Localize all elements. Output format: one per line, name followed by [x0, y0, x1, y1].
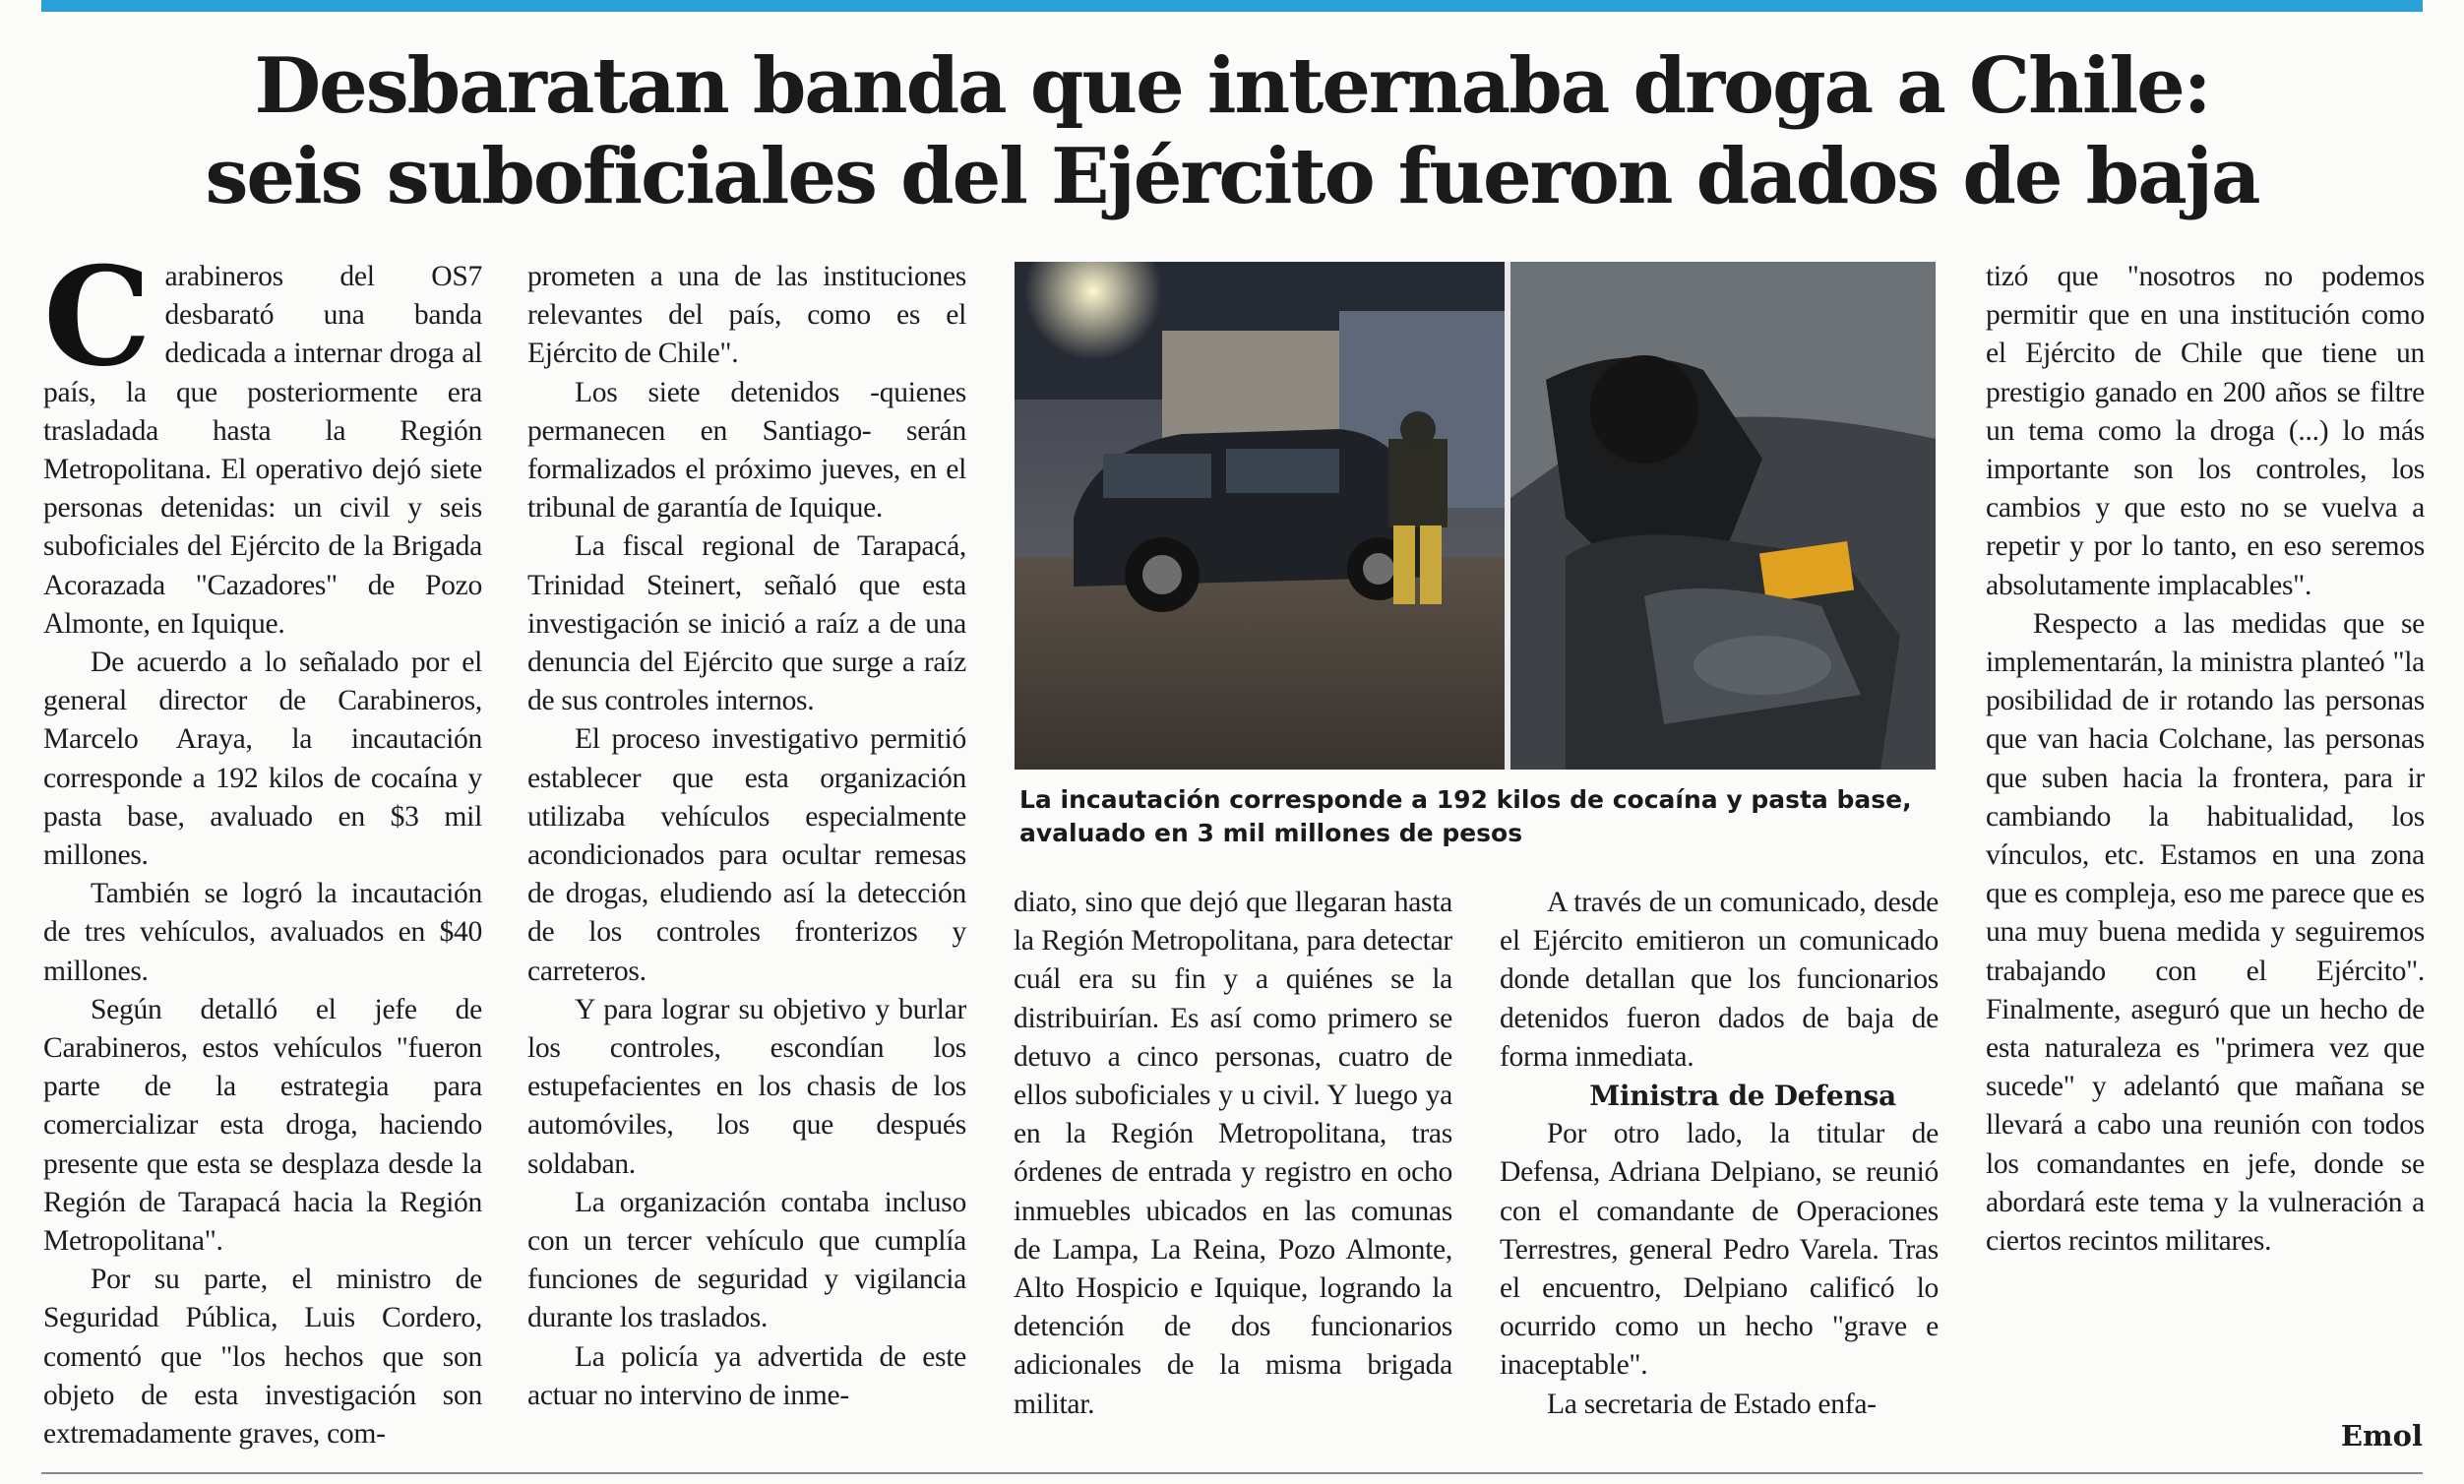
- top-accent-bar: [41, 0, 2423, 12]
- article-column-4: [1500, 884, 1939, 1424]
- paragraph: Respecto a las medidas que se implementarán, la ministra planteó "la posibilidad de ir rotando las personas que van hacia Colchane, las personas que suben hacia la frontera, para ir cambiando la habitualidad, los vínculos, etc. Estamos en una zona que es compleja, eso me parece que es una muy buena medida y seguiremos trabajando con el Ejército". Finalmente, aseguró que un hecho de esta naturaleza es "primera vez que sucede" y adelantó que mañana se llevará a cabo una reunión con todos los comandantes en jefe, donde se abordará este tema y la vulneración a ciertos recintos militares.: [1986, 607, 2425, 1258]
- paragraph: Según detalló el jefe de Carabineros, estos vehículos "fueron parte de la estrategia para comercializar esta droga, haciendo presente que esta se desplaza desde la Región de Tarapacá hacia la Región Metropolitana".: [43, 993, 482, 1258]
- article-column-2: [527, 258, 966, 1415]
- headline-line-2: seis suboficiales del Ejército fueron dados de baja: [205, 132, 2259, 221]
- article-column-5: [1986, 258, 2425, 1261]
- news-photo: [1015, 262, 1936, 770]
- paragraph: Los siete detenidos -quienes permanecen en Santiago- serán formalizados el próximo jueves, en el tribunal de garantía de Iquique.: [527, 376, 966, 525]
- paragraph: La fiscal regional de Tarapacá, Trinidad Steinert, señaló que esta investigación se inició a raíz a de una denuncia del Ejército que surge a raíz de sus controles internos.: [527, 530, 966, 717]
- paragraph: Y para lograr su objetivo y burlar los controles, escondían los estupefacientes en los chasis de los automóviles, los que después soldaban.: [527, 993, 966, 1180]
- paragraph: Por su parte, el ministro de Seguridad Pública, Luis Cordero, comentó que "los hechos que son objeto de esta investigación son extremadamente graves, com-: [43, 1264, 482, 1451]
- article-column-3: [1014, 884, 1452, 1424]
- paragraph: diato, sino que dejó que llegaran hasta la Región Metropolitana, para detectar cuál era su fin y a quiénes se la distribuirían. Es así como primero se detuvo a cinco personas, cuatro de ellos suboficiales y u civil. Y luego ya en la Región Metropolitana, tras órdenes de entrada y registro en ocho inmuebles ubicados en las comunas de Lampa, La Reina, Pozo Almonte, Alto Hospicio e Iquique, logrando la detención de dos funcionarios adicionales de la misma brigada militar.: [1014, 887, 1452, 1420]
- paragraph: tizó que "nosotros no podemos permitir que en una institución como el Ejército de Chile que tiene un prestigio ganado en 200 años se filtre un tema como la droga (...) lo más importante son los controles, los cambios y que esto no se vuelva a repetir y por lo tanto, en eso seremos absolutamente implacables".: [1986, 261, 2425, 601]
- article-column-1: [43, 236, 482, 1453]
- source-signature: Emol: [2340, 1419, 2423, 1453]
- paragraph: La secretaria de Estado enfa-: [1547, 1388, 1877, 1420]
- lead-text: arabineros del OS7 desbarató una banda dedicada a internar droga al país, la que posteriormente era trasladada hasta la Región Metropolitana. El operativo dejó siete personas detenidas: un civil y seis suboficiales del Ejército de la Brigada Acorazada "Cazadores" de Pozo Almonte, en Iquique.: [43, 261, 482, 640]
- paragraph: [43, 236, 482, 644]
- section-subheading: Ministra de Defensa: [1589, 1080, 1896, 1113]
- paragraph: La policía ya advertida de este actuar no intervino de inme-: [527, 1340, 966, 1411]
- headline: [59, 41, 2405, 222]
- paragraph: prometen a una de las instituciones relevantes del país, como es el Ejército de Chile".: [527, 261, 966, 370]
- paragraph: Por otro lado, la titular de Defensa, Adriana Delpiano, se reunió con el comandante de Operaciones Terrestres, general Pedro Varela. Tras el encuentro, Delpiano calificó lo ocurrido como un hecho "grave e inaceptable".: [1500, 1118, 1939, 1382]
- paragraph: De acuerdo a lo señalado por el general director de Carabineros, Marcelo Araya, la incautación corresponde a 192 kilos de cocaína y pasta base, avaluado en $3 mil millones.: [43, 647, 482, 872]
- photo-caption: La incautación corresponde a 192 kilos de cocaína y pasta base, avaluado en 3 mil millones de pesos: [1019, 785, 1912, 847]
- drop-cap: C: [43, 236, 152, 397]
- headline-line-1: Desbaratan banda que internaba droga a Chile:: [254, 41, 2210, 131]
- seizure-photo-illustration: [1015, 262, 1936, 770]
- paragraph: La organización contaba incluso con un tercer vehículo que cumplía funciones de seguridad y vigilancia durante los traslados.: [527, 1186, 966, 1334]
- bottom-rule: [41, 1472, 2423, 1474]
- paragraph: A través de un comunicado, desde el Ejército emitieron un comunicado donde detallan que los funcionarios detenidos fueron dados de baja de forma inmediata.: [1500, 887, 1939, 1073]
- paragraph: El proceso investigativo permitió establecer que esta organización utilizaba vehículos especialmente acondicionados para ocultar remesas de drogas, eludiendo así la detección de los controles fronterizos y carreteros.: [527, 723, 966, 987]
- paragraph: También se logró la incautación de tres vehículos, avaluados en $40 millones.: [43, 878, 482, 987]
